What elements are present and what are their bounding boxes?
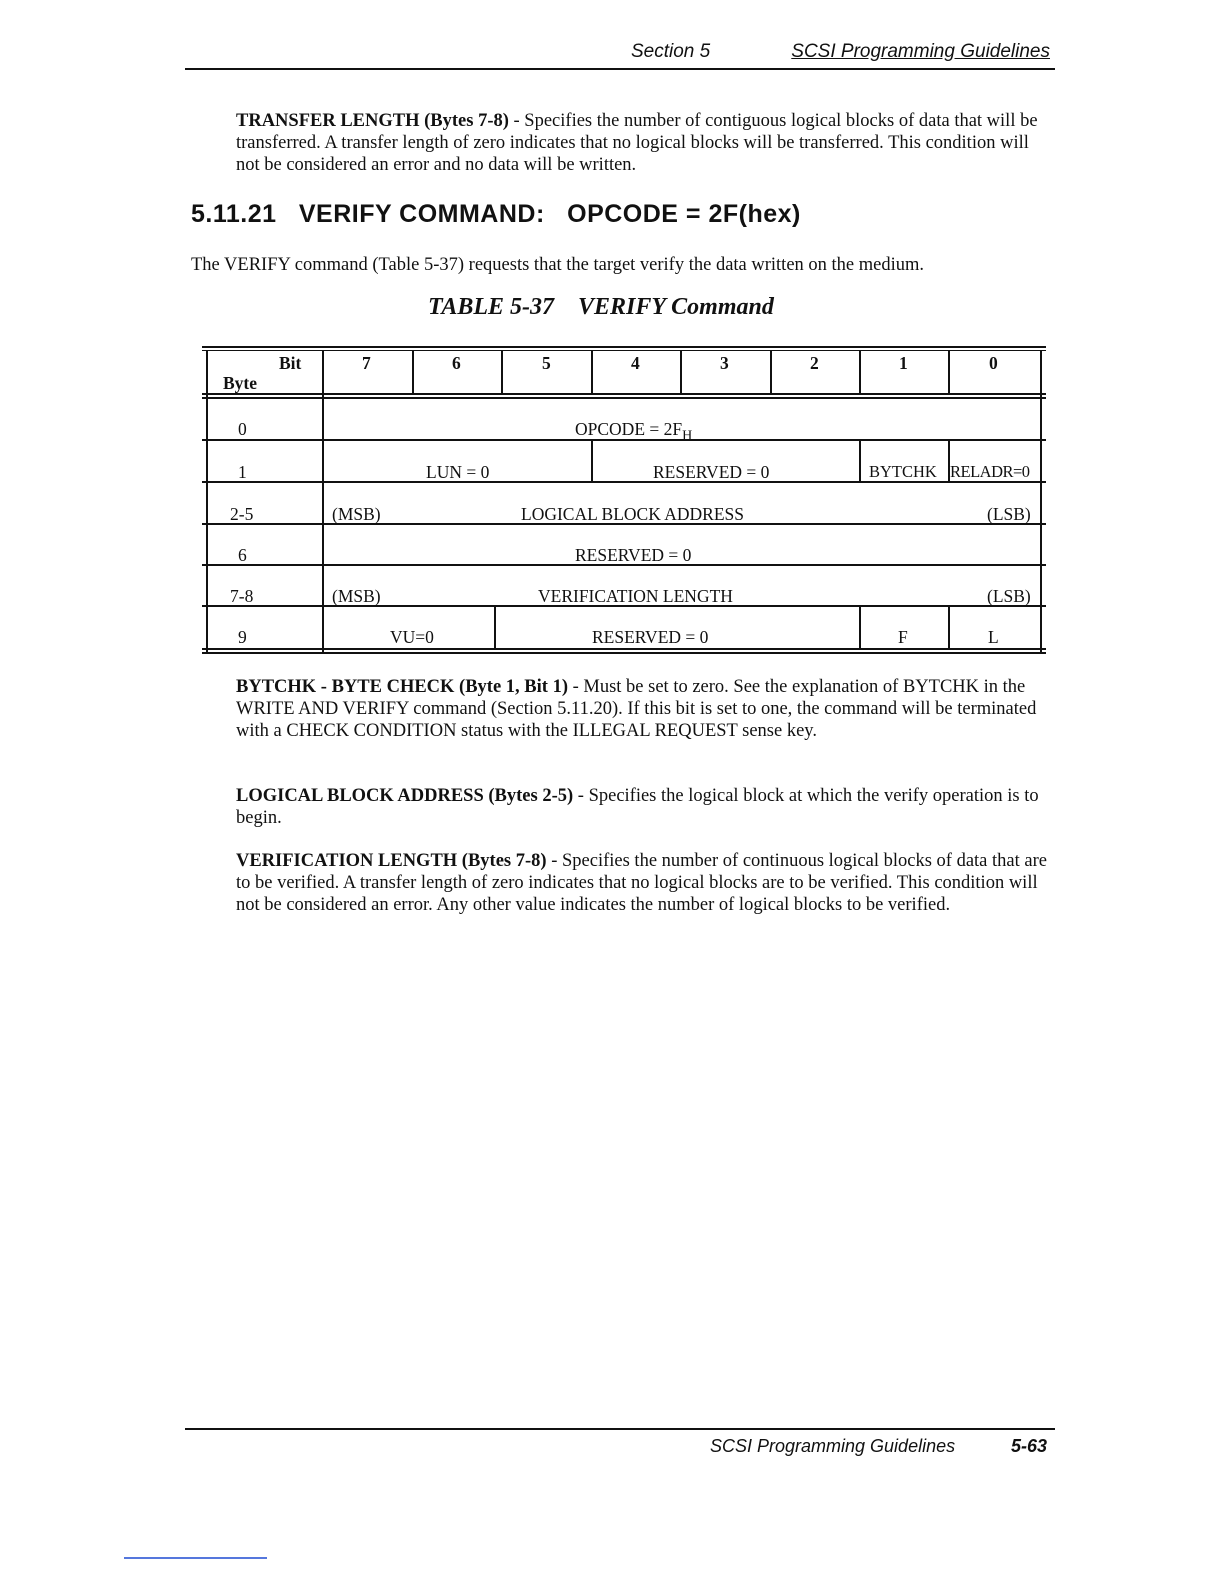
transfer-length-term: TRANSFER LENGTH (Bytes 7-8) (236, 111, 509, 131)
section-heading: 5.11.21 VERIFY COMMAND: OPCODE = 2F(hex) (191, 200, 801, 228)
byte-number: 7-8 (230, 586, 254, 606)
table-rule (680, 350, 682, 394)
table-rule (859, 605, 861, 650)
lsb-marker: (LSB) (987, 504, 1031, 524)
verification-length-text: - Specifies the number of continuous logical blocks of data that are to be verified. A transfer length of zero indicates that no logical blocks are to be verified. This condition will not be considered an error. Any other value indicates the number of logical blocks to be verified. (236, 851, 1047, 915)
msb-marker: (MSB) (332, 586, 381, 606)
verify-command-table (202, 346, 1046, 656)
reserved-cell: RESERVED = 0 (575, 545, 692, 565)
verification-length-paragraph (236, 850, 1056, 916)
table-rule (1040, 350, 1042, 652)
l-cell: L (988, 627, 999, 647)
bytchk-cell: BYTCHK (869, 462, 937, 481)
bit-header: 0 (989, 353, 998, 373)
byte-number: 6 (238, 545, 247, 565)
bit-label: Bit (279, 353, 302, 373)
table-rule (591, 439, 593, 481)
table-rule (202, 648, 1046, 650)
table-rule (494, 605, 496, 650)
table-rule (202, 350, 1046, 351)
lsb-marker: (LSB) (987, 586, 1031, 606)
lun-cell: LUN = 0 (426, 462, 490, 482)
verification-length-cell: VERIFICATION LENGTH (538, 586, 733, 606)
bit-header: 6 (452, 353, 461, 373)
page-header (185, 38, 1055, 70)
byte-number: 1 (238, 462, 247, 482)
header-section: Section 5 (631, 41, 711, 62)
bit-header: 7 (362, 353, 371, 373)
footer-title: SCSI Programming Guidelines (710, 1436, 956, 1456)
table-rule (948, 605, 950, 650)
bit-header: 3 (720, 353, 729, 373)
vu-cell: VU=0 (390, 627, 434, 647)
transfer-length-text: - Specifies the number of contiguous logical blocks of data that will be transferred. A transfer length of zero indicates that no logical blocks will be transferred. This condition will not be considered an error and no data will be written. (236, 111, 1038, 175)
table-caption: TABLE 5-37 VERIFY Command (428, 294, 774, 320)
transfer-length-paragraph (236, 110, 1056, 176)
table-rule (202, 652, 1046, 654)
intro-paragraph: The VERIFY command (Table 5-37) requests that the target verify the data written on the medium. (191, 255, 925, 275)
table-rule (322, 350, 324, 652)
bytchk-paragraph (236, 676, 1056, 742)
bit-header: 1 (899, 353, 908, 373)
byte-number: 9 (238, 627, 247, 647)
lba-cell: LOGICAL BLOCK ADDRESS (521, 504, 744, 524)
msb-marker: (MSB) (332, 504, 381, 524)
f-cell: F (898, 627, 908, 647)
header-title: SCSI Programming Guidelines (791, 41, 1050, 62)
table-rule (948, 350, 950, 394)
table-rule (859, 350, 861, 394)
page-number: 5-63 (1010, 1436, 1047, 1456)
table-rule (202, 393, 1046, 395)
opcode-text: OPCODE = 2F (575, 419, 683, 439)
page-footer (185, 1428, 1055, 1456)
reserved-cell: RESERVED = 0 (592, 627, 709, 647)
table-rule (591, 350, 593, 394)
table-rule (202, 346, 1046, 348)
table-rule (202, 397, 1046, 399)
table-rule (412, 350, 414, 394)
lba-text: - Specifies the logical block at which the verify operation is to begin. (236, 786, 1039, 828)
reladr-cell: RELADR=0 (950, 462, 1030, 481)
table-rule (501, 350, 503, 394)
byte-number: 0 (238, 419, 247, 439)
reserved-cell: RESERVED = 0 (653, 462, 770, 482)
byte-label: Byte (223, 373, 258, 393)
bytchk-term: BYTCHK - BYTE CHECK (Byte 1, Bit 1) (236, 677, 568, 697)
table-rule (206, 350, 208, 652)
lba-term: LOGICAL BLOCK ADDRESS (Bytes 2-5) (236, 786, 574, 806)
verification-length-term: VERIFICATION LENGTH (Bytes 7-8) (236, 851, 547, 871)
table-rule (770, 350, 772, 394)
bit-header: 2 (810, 353, 819, 373)
bit-header: 5 (542, 353, 551, 373)
opcode-subscript: H (682, 428, 693, 444)
table-rule (859, 439, 861, 481)
bit-header: 4 (631, 353, 640, 373)
lba-paragraph (236, 785, 1056, 829)
byte-number: 2-5 (230, 504, 254, 524)
bytchk-text: - Must be set to zero. See the explanation of BYTCHK in the WRITE AND VERIFY command (Section 5.11.20). If this bit is set to one, the command will be terminated with a CHECK CONDITION status with the ILLEGAL REQUEST sense key. (236, 677, 1037, 741)
scan-artifact-line (124, 1557, 267, 1559)
opcode-cell (575, 419, 692, 445)
